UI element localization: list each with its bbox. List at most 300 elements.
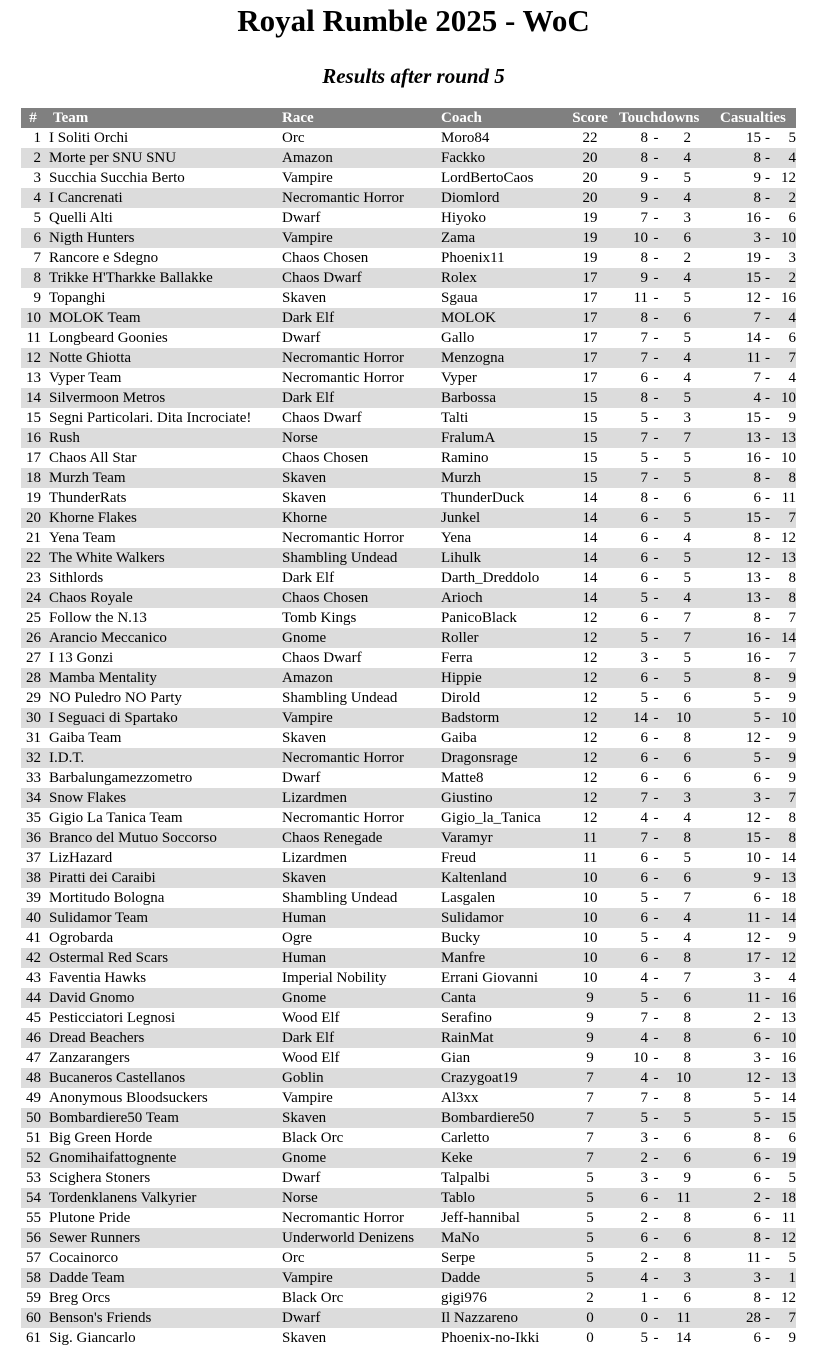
- coach-cell: Junkel: [441, 508, 561, 528]
- casualties-separator: -: [765, 409, 771, 426]
- touchdowns-against-cell: 3: [683, 209, 691, 226]
- header-score: Score: [561, 108, 619, 128]
- casualties-separator: -: [765, 649, 771, 666]
- touchdowns-for-cell: 6: [640, 369, 648, 386]
- touchdowns-against-cell: 5: [683, 649, 691, 666]
- spacer-cell: [691, 328, 720, 348]
- score-cell: 12: [561, 668, 619, 688]
- race-cell: Necromantic Horror: [282, 348, 441, 368]
- table-row: [21, 1148, 796, 1168]
- touchdowns-for-cell: 9: [640, 169, 648, 186]
- spacer-cell: [691, 588, 720, 608]
- team-cell: Bucaneros Castellanos: [45, 1068, 282, 1088]
- spacer-cell: [691, 568, 720, 588]
- table-row: [21, 528, 796, 548]
- casualties-against-cell: 10: [774, 388, 796, 408]
- casualties-separator: -: [765, 1289, 771, 1306]
- casualties-against-cell: 1: [774, 1268, 796, 1288]
- rank-cell: 4: [21, 188, 45, 208]
- touchdowns-for-cell: 2: [619, 1148, 648, 1168]
- casualties-against-cell: 13: [774, 868, 796, 888]
- rank-cell: 61: [26, 1329, 41, 1346]
- coach-cell: Moro84: [441, 129, 490, 146]
- touchdowns-for-cell: 6: [619, 1228, 648, 1248]
- casualties-separator: -: [761, 548, 774, 568]
- header-coach: Coach: [441, 108, 561, 128]
- rank-cell: 46: [21, 1028, 45, 1048]
- touchdowns-against-cell: 6: [664, 988, 691, 1008]
- touchdowns-against-cell: 4: [664, 148, 691, 168]
- score-cell: 12: [582, 769, 598, 786]
- casualties-for-cell: 8: [720, 148, 761, 168]
- touchdowns-for-cell: 6: [640, 849, 648, 866]
- touchdowns-for-cell: 5: [619, 588, 648, 608]
- touchdowns-for-cell: 7: [640, 1009, 648, 1026]
- casualties-for-cell: 3: [720, 788, 761, 808]
- coach-cell: Menzogna: [441, 348, 561, 368]
- race-cell: Amazon: [282, 668, 441, 688]
- touchdowns-separator: -: [653, 529, 659, 546]
- team-cell: Gigio La Tanica Team: [49, 809, 183, 826]
- coach-cell: RainMat: [441, 1028, 561, 1048]
- header-touchdowns: Touchdowns: [619, 108, 720, 128]
- touchdowns-against-cell: 6: [664, 868, 691, 888]
- coach-cell: gigi976: [441, 1289, 487, 1306]
- rank-cell: 30: [21, 708, 45, 728]
- casualties-against-cell: 9: [788, 409, 797, 426]
- coach-cell: Ramino: [441, 449, 489, 466]
- score-cell: 12: [582, 689, 598, 706]
- touchdowns-against-cell: 7: [683, 969, 691, 986]
- table-row: [21, 1088, 796, 1108]
- spacer-cell: [691, 148, 720, 168]
- score-cell: 9: [586, 1009, 594, 1026]
- rank-cell: 7: [33, 249, 41, 266]
- team-cell: Trikke H'Tharkke Ballakke: [45, 268, 282, 288]
- race-cell: Skaven: [282, 289, 327, 306]
- casualties-against-cell: 14: [781, 1089, 797, 1106]
- team-cell: I Soliti Orchi: [49, 129, 129, 146]
- casualties-separator: -: [765, 489, 771, 506]
- team-cell: Dadde Team: [45, 1268, 282, 1288]
- spacer-cell: [691, 548, 720, 568]
- casualties-for-cell: 15: [746, 409, 762, 426]
- casualties-for-cell: 13: [720, 588, 761, 608]
- touchdowns-separator: -: [648, 828, 664, 848]
- team-cell: Plutone Pride: [49, 1209, 131, 1226]
- casualties-against-cell: 14: [781, 849, 797, 866]
- race-cell: Vampire: [282, 169, 333, 186]
- spacer-cell: [691, 1168, 720, 1188]
- casualties-against-cell: 10: [774, 228, 796, 248]
- team-cell: Morte per SNU SNU: [45, 148, 282, 168]
- touchdowns-separator: -: [653, 769, 659, 786]
- touchdowns-against-cell: 5: [664, 1108, 691, 1128]
- team-cell: I.D.T.: [45, 748, 282, 768]
- casualties-against-cell: 18: [774, 1188, 796, 1208]
- touchdowns-for-cell: 4: [640, 969, 648, 986]
- touchdowns-against-cell: 6: [683, 689, 691, 706]
- team-cell: Follow the N.13: [49, 609, 147, 626]
- spacer-cell: [691, 648, 720, 668]
- touchdowns-for-cell: 1: [640, 1289, 648, 1306]
- touchdowns-against-cell: 9: [683, 1169, 691, 1186]
- casualties-separator: -: [765, 329, 771, 346]
- table-row: [21, 808, 796, 828]
- table-row: [21, 388, 796, 408]
- race-cell: Necromantic Horror: [282, 809, 405, 826]
- casualties-separator: -: [765, 1329, 771, 1346]
- table-row: [21, 1008, 796, 1028]
- casualties-separator: -: [761, 1108, 774, 1128]
- touchdowns-for-cell: 6: [640, 569, 648, 586]
- spacer-cell: [691, 1328, 720, 1348]
- touchdowns-for-cell: 8: [640, 489, 648, 506]
- touchdowns-separator: -: [653, 689, 659, 706]
- table-row: [21, 1268, 796, 1288]
- race-cell: Skaven: [282, 729, 327, 746]
- touchdowns-against-cell: 8: [683, 1249, 691, 1266]
- casualties-separator: -: [765, 849, 771, 866]
- touchdowns-separator: -: [648, 1108, 664, 1128]
- touchdowns-for-cell: 7: [619, 468, 648, 488]
- touchdowns-against-cell: 4: [683, 809, 691, 826]
- score-cell: 11: [561, 828, 619, 848]
- score-cell: 14: [582, 489, 598, 506]
- casualties-separator: -: [761, 308, 774, 328]
- touchdowns-for-cell: 2: [640, 1249, 648, 1266]
- touchdowns-separator: -: [648, 1148, 664, 1168]
- score-cell: 12: [582, 609, 598, 626]
- coach-cell: Dragonsrage: [441, 748, 561, 768]
- casualties-for-cell: 15: [720, 508, 761, 528]
- rank-cell: 27: [26, 649, 41, 666]
- casualties-against-cell: 9: [788, 929, 797, 946]
- touchdowns-against-cell: 6: [664, 228, 691, 248]
- race-cell: Chaos Renegade: [282, 828, 441, 848]
- team-cell: Scighera Stoners: [49, 1169, 151, 1186]
- touchdowns-separator: -: [653, 569, 659, 586]
- race-cell: Gnome: [282, 1148, 441, 1168]
- rank-cell: 21: [26, 529, 41, 546]
- coach-cell: Bucky: [441, 929, 481, 946]
- casualties-against-cell: 4: [788, 369, 797, 386]
- team-cell: Tordenklanens Valkyrier: [45, 1188, 282, 1208]
- touchdowns-separator: -: [653, 1129, 659, 1146]
- standings-table: [21, 108, 796, 1348]
- race-cell: Ogre: [282, 929, 312, 946]
- team-cell: Murzh Team: [45, 468, 282, 488]
- coach-cell: Kaltenland: [441, 868, 561, 888]
- casualties-against-cell: 18: [781, 889, 797, 906]
- casualties-for-cell: 13: [746, 569, 762, 586]
- casualties-for-cell: 6: [753, 1329, 762, 1346]
- casualties-against-cell: 2: [774, 188, 796, 208]
- rank-cell: 37: [26, 849, 41, 866]
- touchdowns-against-cell: 5: [683, 449, 691, 466]
- casualties-for-cell: 6: [753, 1209, 762, 1226]
- rank-cell: 47: [26, 1049, 41, 1066]
- spacer-cell: [691, 868, 720, 888]
- race-cell: Human: [282, 948, 441, 968]
- spacer-cell: [691, 908, 720, 928]
- coach-cell: Varamyr: [441, 828, 561, 848]
- standings-body: [21, 128, 796, 1348]
- touchdowns-for-cell: 8: [640, 129, 648, 146]
- coach-cell: Dirold: [441, 689, 481, 706]
- race-cell: Skaven: [282, 1108, 441, 1128]
- casualties-separator: -: [765, 1049, 771, 1066]
- casualties-separator: -: [765, 1009, 771, 1026]
- spacer-cell: [691, 268, 720, 288]
- coach-cell: Fackko: [441, 148, 561, 168]
- coach-cell: Vyper: [441, 369, 477, 386]
- race-cell: Dwarf: [282, 1169, 321, 1186]
- rank-cell: 1: [33, 129, 41, 146]
- casualties-separator: -: [761, 348, 774, 368]
- casualties-separator: -: [761, 1068, 774, 1088]
- touchdowns-against-cell: 10: [664, 1068, 691, 1088]
- casualties-separator: -: [765, 809, 771, 826]
- spacer-cell: [691, 608, 720, 628]
- race-cell: Black Orc: [282, 1129, 344, 1146]
- score-cell: 9: [561, 988, 619, 1008]
- rank-cell: 35: [26, 809, 41, 826]
- touchdowns-separator: -: [648, 348, 664, 368]
- touchdowns-for-cell: 6: [640, 769, 648, 786]
- casualties-against-cell: 10: [781, 449, 797, 466]
- score-cell: 10: [582, 969, 598, 986]
- team-cell: Yena Team: [49, 529, 116, 546]
- rank-cell: 3: [33, 169, 41, 186]
- spacer-cell: [691, 688, 720, 708]
- table-row: [21, 828, 796, 848]
- score-cell: 7: [586, 1089, 594, 1106]
- race-cell: Necromantic Horror: [282, 188, 441, 208]
- coach-cell: ThunderDuck: [441, 489, 525, 506]
- score-cell: 0: [561, 1308, 619, 1328]
- casualties-separator: -: [765, 689, 771, 706]
- race-cell: Dwarf: [282, 1308, 441, 1328]
- casualties-separator: -: [761, 148, 774, 168]
- touchdowns-separator: -: [648, 388, 664, 408]
- spacer-cell: [691, 1228, 720, 1248]
- touchdowns-against-cell: 5: [664, 508, 691, 528]
- casualties-separator: -: [761, 668, 774, 688]
- spacer-cell: [691, 468, 720, 488]
- touchdowns-against-cell: 6: [664, 1148, 691, 1168]
- page-title: Royal Rumble 2025 - WoC: [237, 3, 590, 38]
- touchdowns-for-cell: 11: [633, 289, 648, 306]
- touchdowns-separator: -: [653, 849, 659, 866]
- page-subtitle: Results after round 5: [322, 64, 505, 88]
- coach-cell: Badstorm: [441, 708, 561, 728]
- casualties-for-cell: 16: [746, 209, 762, 226]
- spacer-cell: [691, 1288, 720, 1308]
- touchdowns-separator: -: [653, 729, 659, 746]
- coach-cell: Errani Giovanni: [441, 969, 539, 986]
- table-row: [21, 748, 796, 768]
- casualties-against-cell: 13: [774, 428, 796, 448]
- casualties-separator: -: [761, 1188, 774, 1208]
- team-cell: Topanghi: [49, 289, 106, 306]
- team-cell: Ogrobarda: [49, 929, 114, 946]
- spacer-cell: [691, 848, 720, 868]
- casualties-separator: -: [765, 609, 771, 626]
- rank-cell: 5: [33, 209, 41, 226]
- coach-cell: Darth_Dreddolo: [441, 569, 540, 586]
- spacer-cell: [691, 448, 720, 468]
- touchdowns-against-cell: 14: [676, 1329, 691, 1346]
- touchdowns-for-cell: 2: [640, 1209, 648, 1226]
- touchdowns-against-cell: 3: [683, 409, 691, 426]
- race-cell: Shambling Undead: [282, 548, 441, 568]
- coach-cell: Serpe: [441, 1249, 476, 1266]
- race-cell: Amazon: [282, 148, 441, 168]
- casualties-for-cell: 3: [720, 1268, 761, 1288]
- rank-cell: 10: [21, 308, 45, 328]
- table-row: [21, 608, 796, 628]
- rank-cell: 38: [21, 868, 45, 888]
- race-cell: Tomb Kings: [282, 609, 357, 626]
- table-row: [21, 148, 796, 168]
- casualties-separator: -: [761, 1308, 774, 1328]
- score-cell: 20: [561, 148, 619, 168]
- touchdowns-for-cell: 10: [633, 1049, 648, 1066]
- touchdowns-against-cell: 4: [683, 529, 691, 546]
- casualties-against-cell: 9: [788, 769, 797, 786]
- touchdowns-against-cell: 10: [664, 708, 691, 728]
- rank-cell: 11: [26, 329, 41, 346]
- casualties-for-cell: 12: [746, 729, 762, 746]
- team-cell: Gnomihaifattognente: [45, 1148, 282, 1168]
- touchdowns-separator: -: [648, 988, 664, 1008]
- table-row: [21, 1308, 796, 1328]
- casualties-separator: -: [765, 129, 771, 146]
- casualties-separator: -: [761, 468, 774, 488]
- casualties-for-cell: 5: [720, 1108, 761, 1128]
- rank-cell: 15: [26, 409, 41, 426]
- team-cell: Sulidamor Team: [45, 908, 282, 928]
- score-cell: 15: [561, 468, 619, 488]
- rank-cell: 45: [26, 1009, 41, 1026]
- casualties-against-cell: 15: [774, 1108, 796, 1128]
- race-cell: Underworld Denizens: [282, 1228, 441, 1248]
- spacer-cell: [691, 288, 720, 308]
- header-team: Team: [45, 108, 282, 128]
- casualties-separator: -: [761, 628, 774, 648]
- score-cell: 17: [561, 308, 619, 328]
- score-cell: 10: [582, 929, 598, 946]
- casualties-separator: -: [761, 508, 774, 528]
- touchdowns-separator: -: [648, 1068, 664, 1088]
- casualties-for-cell: 16: [746, 649, 762, 666]
- coach-cell: Talti: [441, 409, 469, 426]
- rank-cell: 6: [21, 228, 45, 248]
- score-cell: 15: [582, 449, 598, 466]
- touchdowns-against-cell: 4: [664, 188, 691, 208]
- touchdowns-separator: -: [648, 1188, 664, 1208]
- rank-cell: 13: [26, 369, 41, 386]
- spacer-cell: [691, 808, 720, 828]
- score-cell: 10: [561, 908, 619, 928]
- touchdowns-for-cell: 6: [619, 908, 648, 928]
- coach-cell: Sulidamor: [441, 908, 561, 928]
- table-row: [21, 308, 796, 328]
- casualties-separator: -: [765, 289, 771, 306]
- touchdowns-for-cell: 7: [640, 329, 648, 346]
- casualties-separator: -: [765, 529, 771, 546]
- casualties-separator: -: [761, 428, 774, 448]
- casualties-for-cell: 11: [746, 1249, 762, 1266]
- casualties-separator: -: [765, 169, 771, 186]
- table-row: [21, 128, 796, 148]
- rank-cell: 39: [26, 889, 41, 906]
- touchdowns-against-cell: 5: [664, 468, 691, 488]
- touchdowns-separator: -: [648, 788, 664, 808]
- race-cell: Norse: [282, 1188, 441, 1208]
- touchdowns-for-cell: 3: [640, 649, 648, 666]
- race-cell: Chaos Chosen: [282, 249, 369, 266]
- touchdowns-against-cell: 8: [664, 828, 691, 848]
- touchdowns-against-cell: 4: [683, 929, 691, 946]
- table-row: [21, 208, 796, 228]
- score-cell: 7: [586, 1129, 594, 1146]
- table-row: [21, 628, 796, 648]
- casualties-against-cell: 19: [774, 1148, 796, 1168]
- rank-cell: 52: [21, 1148, 45, 1168]
- touchdowns-against-cell: 6: [683, 1129, 691, 1146]
- casualties-separator: -: [765, 249, 771, 266]
- spacer-cell: [691, 748, 720, 768]
- coach-cell: Rolex: [441, 268, 561, 288]
- casualties-against-cell: 12: [781, 529, 797, 546]
- race-cell: Skaven: [282, 1329, 327, 1346]
- table-row: [21, 168, 796, 188]
- touchdowns-against-cell: 5: [683, 289, 691, 306]
- race-cell: Orc: [282, 1249, 305, 1266]
- race-cell: Vampire: [282, 1089, 333, 1106]
- team-cell: Chaos Royale: [45, 588, 282, 608]
- casualties-for-cell: 7: [720, 308, 761, 328]
- team-cell: Sewer Runners: [45, 1228, 282, 1248]
- casualties-for-cell: 15: [746, 129, 762, 146]
- touchdowns-separator: -: [653, 1329, 659, 1346]
- spacer-cell: [691, 348, 720, 368]
- touchdowns-for-cell: 3: [640, 1169, 648, 1186]
- race-cell: Dark Elf: [282, 388, 441, 408]
- casualties-for-cell: 5: [720, 708, 761, 728]
- team-cell: The White Walkers: [45, 548, 282, 568]
- table-row: [21, 1108, 796, 1128]
- casualties-against-cell: 16: [774, 988, 796, 1008]
- table-row: [21, 368, 796, 388]
- score-cell: 15: [561, 428, 619, 448]
- touchdowns-against-cell: 5: [664, 668, 691, 688]
- rank-cell: 58: [21, 1268, 45, 1288]
- score-cell: 22: [582, 129, 598, 146]
- spacer-cell: [691, 1028, 720, 1048]
- team-cell: ThunderRats: [49, 489, 127, 506]
- casualties-separator: -: [761, 1028, 774, 1048]
- touchdowns-against-cell: 6: [683, 769, 691, 786]
- score-cell: 5: [561, 1268, 619, 1288]
- score-cell: 5: [561, 1228, 619, 1248]
- touchdowns-separator: -: [653, 249, 659, 266]
- team-cell: Bombardiere50 Team: [45, 1108, 282, 1128]
- touchdowns-separator: -: [648, 468, 664, 488]
- spacer-cell: [691, 428, 720, 448]
